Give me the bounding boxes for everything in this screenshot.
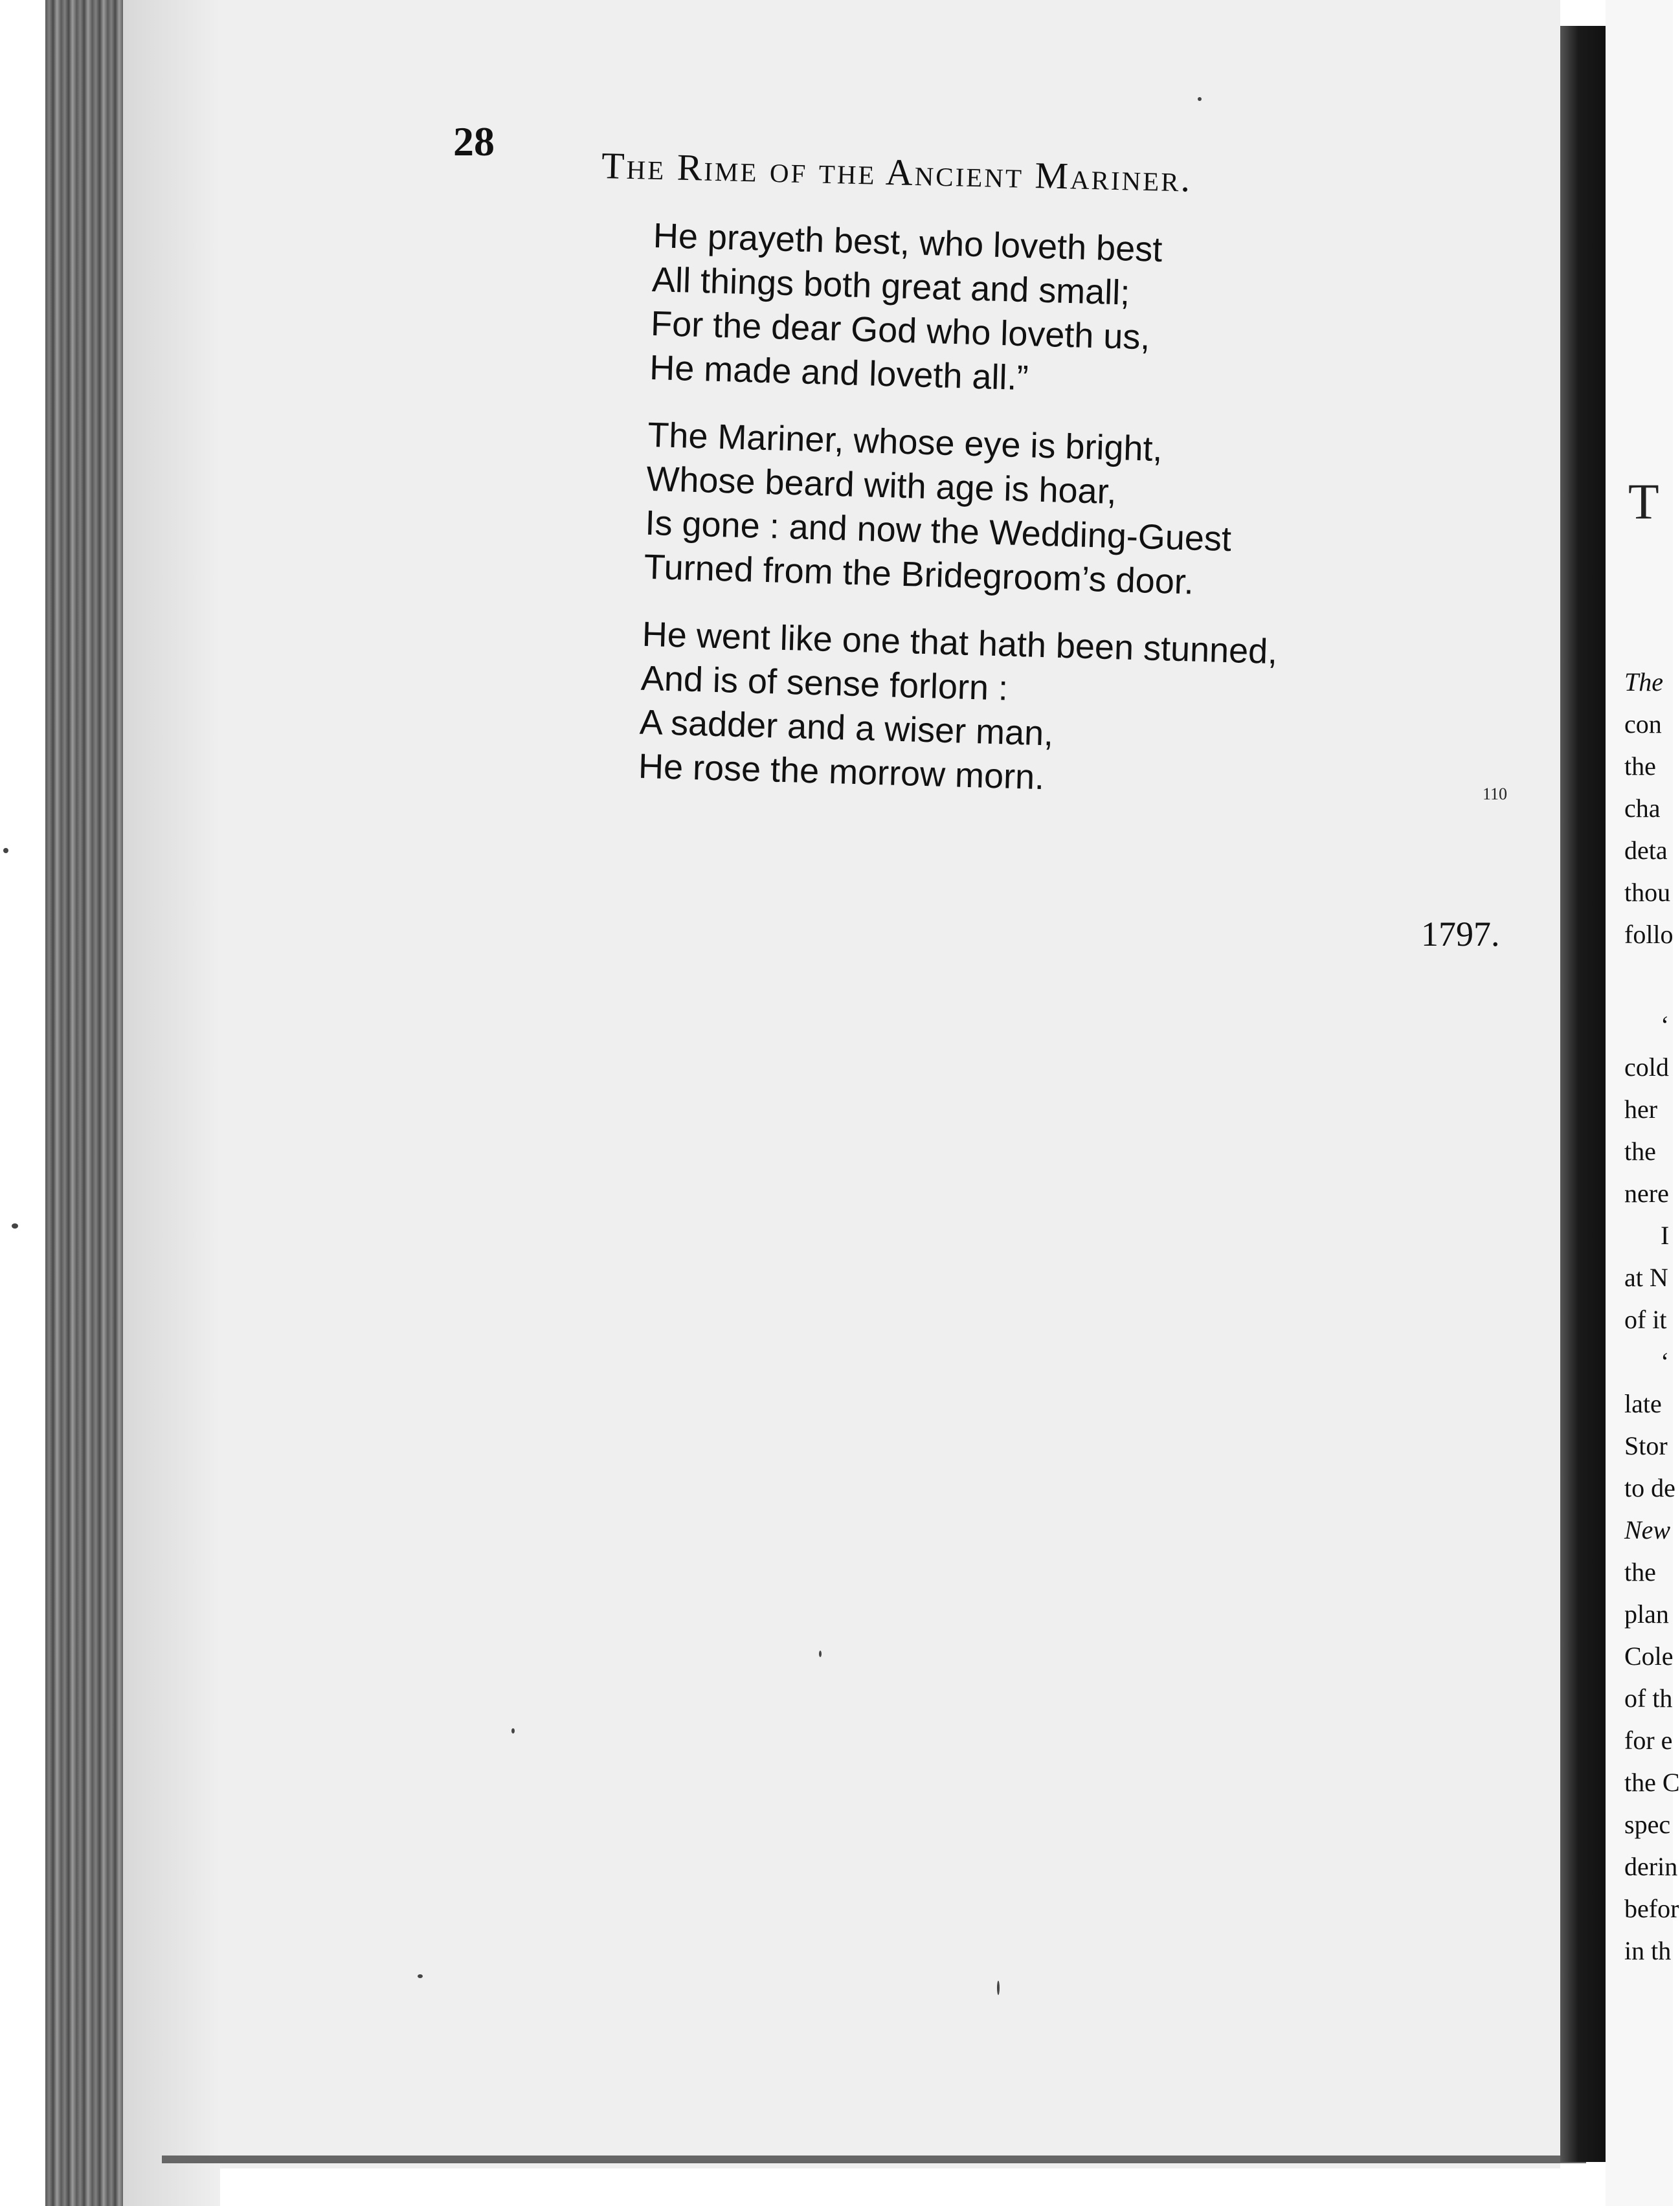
stanza [638, 612, 1387, 809]
poem-line: He went like one that hath been stunned, [642, 614, 1279, 672]
poem-line: He made and loveth all.” [649, 348, 1029, 398]
facing-page-line: for e [1624, 1726, 1673, 1755]
facing-page-line: spec [1624, 1810, 1671, 1839]
dust-speck [12, 1223, 18, 1229]
facing-page-line: late [1624, 1389, 1662, 1418]
facing-page-line: deta [1624, 836, 1668, 865]
facing-page-line: cha [1624, 794, 1661, 823]
facing-page-line: ‘ [1661, 1347, 1670, 1376]
facing-page-title: T [1628, 473, 1659, 529]
poem-line: Whose beard with age is hoar, [645, 459, 1117, 512]
line-number: 110 [1483, 785, 1508, 803]
facing-page-line: the C [1624, 1768, 1680, 1797]
stanza [644, 413, 1393, 610]
facing-page-line: I [1661, 1221, 1670, 1250]
facing-page-line: of it [1624, 1305, 1667, 1334]
facing-page-line: plan [1624, 1599, 1669, 1629]
poem-line: For the dear God who loveth us, [650, 304, 1151, 357]
poem [637, 214, 1398, 832]
dust-speck [819, 1651, 822, 1657]
facing-page-line: the [1624, 752, 1656, 781]
facing-page-line: Stor [1624, 1431, 1668, 1460]
poem-line: He rose the morrow morn. [638, 746, 1045, 797]
page-bottom-edge [162, 2156, 1586, 2163]
poem-line: He prayeth best, who loveth best [653, 216, 1163, 269]
page-edge [123, 0, 220, 2206]
dust-speck [3, 848, 8, 853]
poem-line: All things both great and small; [651, 260, 1131, 313]
poem-line: A sadder and a wiser man, [639, 702, 1055, 753]
stanza [649, 214, 1398, 410]
facing-page-line: the [1624, 1557, 1656, 1587]
running-head-title: The Rime of the Ancient Mariner. [601, 144, 1193, 200]
facing-page-line: con [1624, 709, 1662, 739]
facing-page-line: the [1624, 1137, 1656, 1166]
dust-speck [418, 1974, 423, 1978]
facing-page-line: her [1624, 1095, 1658, 1124]
facing-page-line: derin [1624, 1852, 1678, 1881]
facing-page-line: The [1624, 667, 1663, 696]
facing-page-line: ‘ [1661, 1010, 1670, 1040]
facing-page-line: nere [1624, 1179, 1669, 1208]
poem-line: The Mariner, whose eye is bright, [647, 415, 1163, 469]
facing-page-line: at N [1624, 1263, 1668, 1292]
facing-page-line: befor [1624, 1894, 1679, 1923]
dust-speck [1198, 97, 1202, 101]
poem-line: And is of sense forlorn : [640, 658, 1009, 708]
dust-speck [997, 1981, 1000, 1995]
book-binding-edge [45, 0, 123, 2206]
facing-page-line: in th [1624, 1936, 1672, 1965]
facing-page-line: to de [1624, 1473, 1675, 1502]
facing-page [1615, 0, 1680, 2206]
facing-page-line: New [1624, 1515, 1671, 1544]
page-number: 28 [453, 118, 495, 164]
facing-page-line: thou [1624, 878, 1671, 907]
facing-page-line: of th [1624, 1684, 1673, 1713]
facing-page-line: follo [1624, 920, 1674, 949]
poem-date: 1797. [1421, 915, 1500, 953]
dust-speck [511, 1728, 515, 1733]
facing-page-line: Cole [1624, 1642, 1674, 1671]
poem-line: Is gone : and now the Wedding-Guest [644, 503, 1232, 559]
book-gutter [1560, 26, 1606, 2162]
poem-line: Turned from the Bridegroom’s door. [643, 547, 1194, 602]
facing-page-line: cold [1624, 1053, 1669, 1082]
